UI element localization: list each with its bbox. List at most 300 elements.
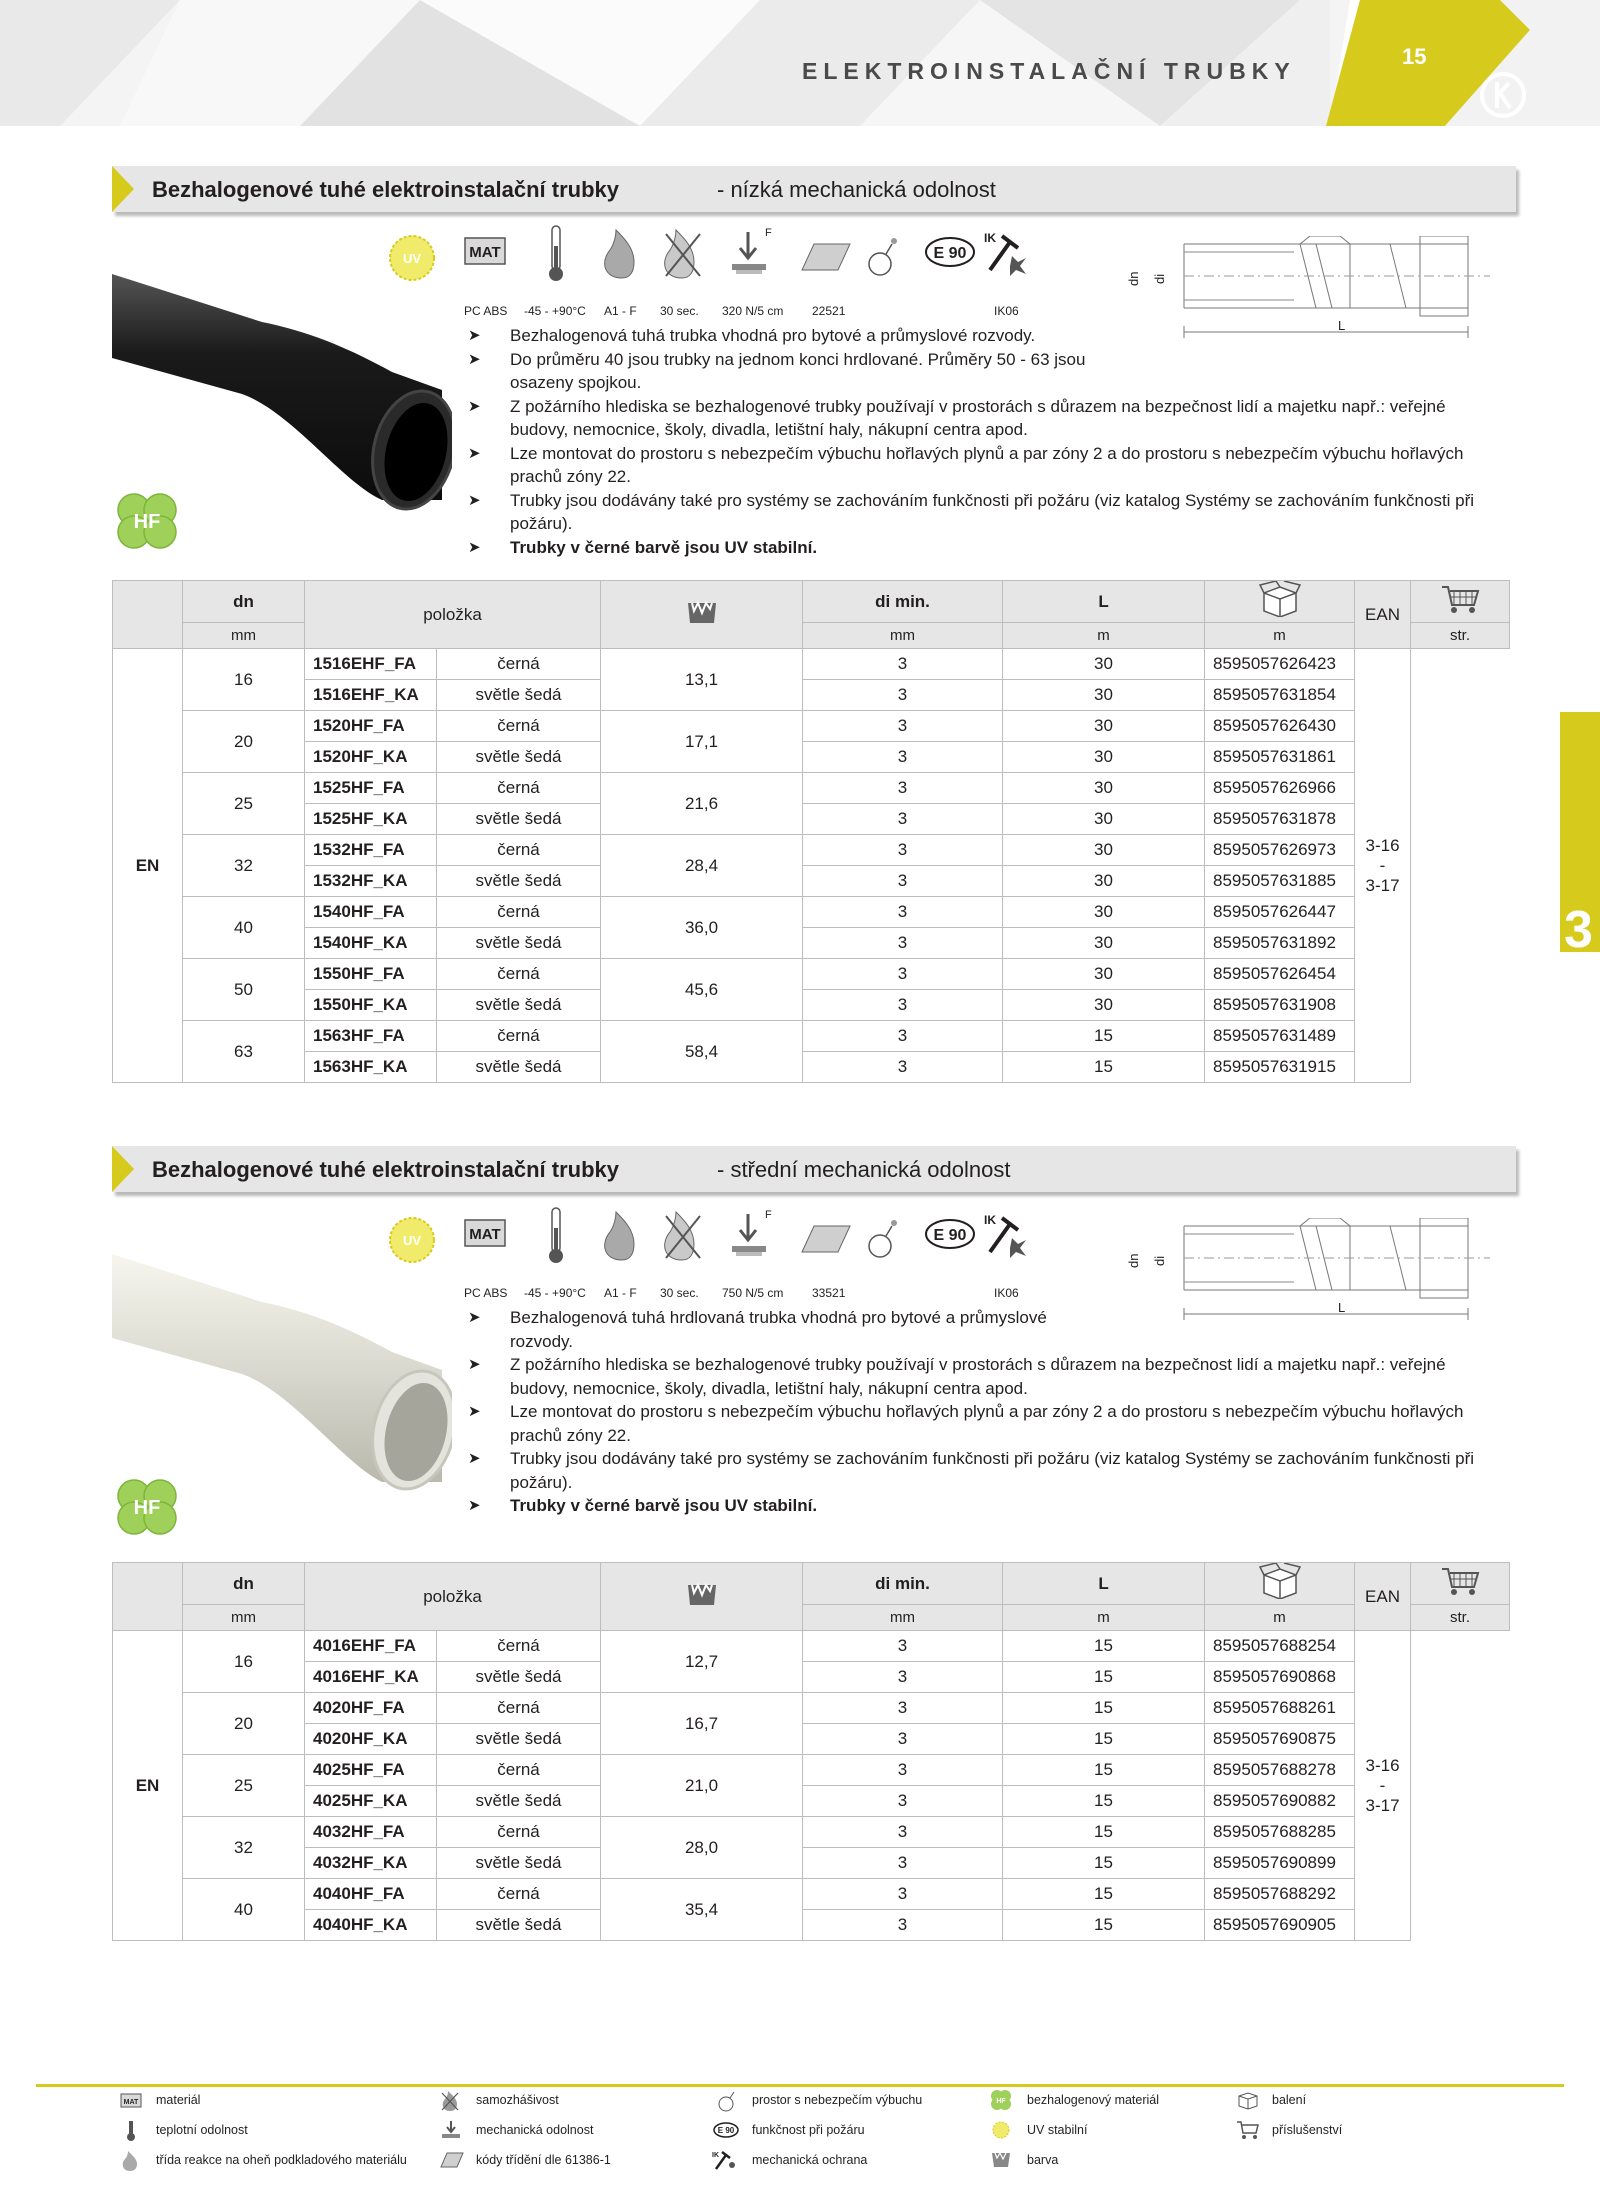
color-cell: světle šedá xyxy=(437,1662,601,1693)
color-cell: černá xyxy=(437,711,601,742)
property-icons-2 xyxy=(372,1204,1032,1314)
table-row xyxy=(113,1879,1510,1910)
cart-icon xyxy=(1440,583,1480,615)
product-code: 1550HF_KA xyxy=(305,990,437,1021)
table-row xyxy=(113,1021,1510,1052)
package-icon xyxy=(1258,581,1302,617)
hf-icon xyxy=(990,2089,1012,2111)
feature-item: ➤ Lze montovat do prostoru s nebezpečím výbuchu hořlavých plynů a par zóny 2 a do prostoru s nebezpečím výbuchu hořlavých prachů zóny 22. xyxy=(468,442,1488,489)
e90-icon xyxy=(926,238,974,266)
col-ean: EAN xyxy=(1355,581,1411,649)
svg-text:L: L xyxy=(1338,318,1346,333)
header-title: ELEKTROINSTALAČNÍ TRUBKY xyxy=(802,58,1296,84)
mechanical-icon xyxy=(732,1209,772,1256)
table-row xyxy=(113,649,1510,680)
explosion-icon xyxy=(869,1220,897,1257)
legend-item: UV stabilní xyxy=(1027,2123,1088,2137)
legend-item: bezhalogenový materiál xyxy=(1027,2093,1160,2107)
product-code: 1550HF_FA xyxy=(305,959,437,990)
svg-text:E 90: E 90 xyxy=(933,245,967,262)
table-body xyxy=(113,649,1510,1083)
color-cell: černá xyxy=(437,959,601,990)
ean-cell: 8595057631878 xyxy=(1205,804,1355,835)
package-cell: 15 xyxy=(1003,1879,1205,1910)
svg-text:L: L xyxy=(1338,1300,1346,1315)
color-cell: světle šedá xyxy=(437,928,601,959)
dn-cell: 63 xyxy=(183,1021,305,1083)
svg-text:IK: IK xyxy=(984,231,996,245)
ean-cell: 8595057631861 xyxy=(1205,742,1355,773)
col-ean: EAN xyxy=(1355,1563,1411,1631)
ean-cell: 8595057690868 xyxy=(1205,1662,1355,1693)
color-cell: černá xyxy=(437,1631,601,1662)
str-cell xyxy=(1355,649,1411,1083)
color-cell: světle šedá xyxy=(437,1786,601,1817)
table-row xyxy=(113,1693,1510,1724)
length-cell: 3 xyxy=(803,680,1003,711)
section-marker xyxy=(112,166,134,212)
ean-cell: 8595057631908 xyxy=(1205,990,1355,1021)
color-cell: černá xyxy=(437,1879,601,1910)
length-cell: 3 xyxy=(803,897,1003,928)
package-cell: 15 xyxy=(1003,1848,1205,1879)
table-row xyxy=(113,1631,1510,1662)
package-cell: 30 xyxy=(1003,866,1205,897)
str-line: 3-17 xyxy=(1365,1795,1400,1815)
color-icon xyxy=(684,1579,720,1609)
ean-cell: 8595057626447 xyxy=(1205,897,1355,928)
package-cell: 15 xyxy=(1003,1631,1205,1662)
hf-badge-icon xyxy=(112,1474,182,1540)
color-cell: světle šedá xyxy=(437,866,601,897)
ean-cell: 8595057631915 xyxy=(1205,1052,1355,1083)
product-code: 4020HF_FA xyxy=(305,1693,437,1724)
str-cell xyxy=(1355,1631,1411,1941)
region-cell: EN xyxy=(113,1631,183,1941)
col-dn: dn xyxy=(183,1563,305,1605)
di-cell: 35,4 xyxy=(601,1879,803,1941)
e90-icon xyxy=(926,1220,974,1248)
dn-cell: 20 xyxy=(183,711,305,773)
legend-item: teplotní odolnost xyxy=(156,2123,248,2137)
package-cell: 30 xyxy=(1003,680,1205,711)
classification-icon xyxy=(440,2152,464,2168)
col-L: L xyxy=(1003,1563,1205,1605)
legend-item: prostor s nebezpečím výbuchu xyxy=(752,2093,923,2107)
classification-label: 22521 xyxy=(812,304,846,318)
col-dn: dn xyxy=(183,581,305,623)
table-row xyxy=(113,866,1510,897)
length-cell: 3 xyxy=(803,773,1003,804)
ean-cell: 8595057626966 xyxy=(1205,773,1355,804)
color-cell: světle šedá xyxy=(437,990,601,1021)
color-icon xyxy=(684,597,720,627)
unit-pack: m xyxy=(1205,623,1355,649)
legend-item: funkčnost při požáru xyxy=(752,2123,865,2137)
temperature-label: -45 - +90°C xyxy=(524,304,586,318)
svg-text:HF: HF xyxy=(133,511,161,533)
table-row xyxy=(113,773,1510,804)
svg-text:HF: HF xyxy=(996,2098,1006,2105)
table-row xyxy=(113,959,1510,990)
fire-class-label: A1 - F xyxy=(604,1286,637,1300)
ean-cell: 8595057631892 xyxy=(1205,928,1355,959)
length-cell: 3 xyxy=(803,928,1003,959)
product-code: 1520HF_KA xyxy=(305,742,437,773)
hf-badge-icon xyxy=(112,488,182,554)
ean-cell: 8595057631489 xyxy=(1205,1021,1355,1052)
product-table-2 xyxy=(112,1562,1510,1941)
product-code: 1540HF_FA xyxy=(305,897,437,928)
flame-icon xyxy=(605,230,634,278)
di-cell: 45,6 xyxy=(601,959,803,1021)
feature-item: ➤ Trubky v černé barvě jsou UV stabilní. xyxy=(468,536,1488,560)
package-icon xyxy=(1236,2090,1260,2110)
product-code: 1525HF_KA xyxy=(305,804,437,835)
e90-icon xyxy=(712,2121,740,2139)
color-cell: světle šedá xyxy=(437,1910,601,1941)
color-cell: černá xyxy=(437,1021,601,1052)
dn-cell: 40 xyxy=(183,897,305,959)
ean-cell: 8595057688292 xyxy=(1205,1879,1355,1910)
length-cell: 3 xyxy=(803,1879,1003,1910)
icon-strip xyxy=(372,222,1032,302)
length-cell: 3 xyxy=(803,990,1003,1021)
k-logo-icon xyxy=(1478,70,1528,120)
package-cell: 30 xyxy=(1003,897,1205,928)
uv-icon xyxy=(990,2119,1012,2141)
package-cell: 15 xyxy=(1003,1786,1205,1817)
cart-icon xyxy=(1440,1565,1480,1597)
mechanical-icon xyxy=(440,2120,462,2140)
color-cell: světle šedá xyxy=(437,804,601,835)
col-cart xyxy=(1411,1563,1510,1605)
product-code: 4040HF_FA xyxy=(305,1879,437,1910)
product-code: 1520HF_FA xyxy=(305,711,437,742)
unit-dn: mm xyxy=(183,623,305,649)
mat-icon xyxy=(465,238,505,264)
ean-cell: 8595057690882 xyxy=(1205,1786,1355,1817)
flame-icon xyxy=(120,2150,140,2172)
feature-item: ➤ Bezhalogenová tuhá trubka vhodná pro bytové a průmyslové rozvody. xyxy=(468,324,1108,348)
material-label: PC ABS xyxy=(464,304,508,318)
table-row xyxy=(113,990,1510,1021)
ik-label: IK06 xyxy=(994,304,1019,318)
unit-L: m xyxy=(1003,1605,1205,1631)
col-package xyxy=(1205,1563,1355,1605)
color-icon xyxy=(990,2150,1012,2170)
svg-text:di: di xyxy=(1152,273,1167,284)
thermometer-icon xyxy=(549,1208,563,1263)
unit-str: str. xyxy=(1411,623,1510,649)
ean-cell: 8595057688254 xyxy=(1205,1631,1355,1662)
table-body xyxy=(113,1631,1510,1941)
table-row xyxy=(113,1662,1510,1693)
table-row xyxy=(113,1724,1510,1755)
length-cell: 3 xyxy=(803,804,1003,835)
package-cell: 15 xyxy=(1003,1662,1205,1693)
classification-icon xyxy=(802,1226,850,1252)
explosion-icon xyxy=(716,2090,738,2112)
product-code: 4016EHF_FA xyxy=(305,1631,437,1662)
color-cell: světle šedá xyxy=(437,1052,601,1083)
col-polozka: položka xyxy=(305,581,601,649)
di-cell: 12,7 xyxy=(601,1631,803,1693)
ean-cell: 8595057690899 xyxy=(1205,1848,1355,1879)
footer-divider xyxy=(36,2084,1564,2087)
feature-item: ➤ Z požárního hlediska se bezhalogenové trubky používají v prostorách s důrazem na bezpečnost lidí a majetku např.: veřejné budovy, nemocnice, školy, divadla, letištní haly, nákupní centra apod. xyxy=(468,395,1488,442)
legend-item: kódy třídění dle 61386-1 xyxy=(476,2153,611,2167)
color-cell: černá xyxy=(437,1817,601,1848)
package-cell: 30 xyxy=(1003,773,1205,804)
di-cell: 17,1 xyxy=(601,711,803,773)
svg-text:HF: HF xyxy=(133,1497,161,1519)
svg-text:MAT: MAT xyxy=(123,2099,139,2106)
package-cell: 30 xyxy=(1003,742,1205,773)
str-line: 3-16 xyxy=(1365,835,1400,855)
legend-item: samozhášivost xyxy=(476,2093,559,2107)
ean-cell: 8595057626423 xyxy=(1205,649,1355,680)
package-cell: 15 xyxy=(1003,1052,1205,1083)
length-cell: 3 xyxy=(803,1817,1003,1848)
product-code: 1525HF_FA xyxy=(305,773,437,804)
str-line: - xyxy=(1379,855,1386,875)
property-icons-1 xyxy=(372,222,1032,332)
feature-item: ➤ Trubky v černé barvě jsou UV stabilní. xyxy=(468,1494,1488,1518)
svg-text:MAT: MAT xyxy=(469,1226,501,1243)
header-background xyxy=(0,0,1600,126)
flame-icon xyxy=(605,1212,634,1260)
self-extinguish-icon xyxy=(665,230,700,278)
color-cell: světle šedá xyxy=(437,680,601,711)
length-cell: 3 xyxy=(803,835,1003,866)
legend-item: třída reakce na oheň podkladového materiálu xyxy=(156,2153,407,2167)
table-row xyxy=(113,680,1510,711)
product-code: 1563HF_FA xyxy=(305,1021,437,1052)
length-cell: 3 xyxy=(803,959,1003,990)
section-subtitle: - nízká mechanická odolnost xyxy=(717,177,996,202)
package-cell: 30 xyxy=(1003,804,1205,835)
color-cell: světle šedá xyxy=(437,1724,601,1755)
di-cell: 58,4 xyxy=(601,1021,803,1083)
feature-list-2 xyxy=(468,1306,1488,1518)
legend-item: mechanická ochrana xyxy=(752,2153,868,2167)
col-cart xyxy=(1411,581,1510,623)
thermometer-icon xyxy=(549,226,563,281)
package-cell: 30 xyxy=(1003,959,1205,990)
section-subtitle: - střední mechanická odolnost xyxy=(717,1157,1011,1182)
length-cell: 3 xyxy=(803,1724,1003,1755)
length-cell: 3 xyxy=(803,1848,1003,1879)
product-code: 4040HF_KA xyxy=(305,1910,437,1941)
chapter-tab xyxy=(1560,712,1600,959)
feature-item: ➤ Trubky jsou dodávány také pro systémy se zachováním funkčnosti při požáru (viz katalog Systémy se zachováním funkčnosti při požáru). xyxy=(468,489,1488,536)
color-cell: černá xyxy=(437,649,601,680)
legend-item: balení xyxy=(1272,2093,1307,2107)
dn-cell: 25 xyxy=(183,773,305,835)
chapter-number: 3 xyxy=(1564,901,1593,959)
material-label: PC ABS xyxy=(464,1286,508,1300)
ean-cell: 8595057626973 xyxy=(1205,835,1355,866)
di-cell: 28,0 xyxy=(601,1817,803,1879)
dn-cell: 25 xyxy=(183,1755,305,1817)
mat-icon xyxy=(465,1220,505,1246)
table-row xyxy=(113,1786,1510,1817)
product-code: 4020HF_KA xyxy=(305,1724,437,1755)
feature-item: ➤ Trubky jsou dodávány také pro systémy se zachováním funkčnosti při požáru (viz katalog Systémy se zachováním funkčnosti při požáru). xyxy=(468,1447,1488,1494)
package-cell: 15 xyxy=(1003,1755,1205,1786)
unit-pack: m xyxy=(1205,1605,1355,1631)
svg-text:UV: UV xyxy=(402,1233,422,1248)
product-code: 4025HF_FA xyxy=(305,1755,437,1786)
page-header xyxy=(0,0,1600,126)
classification-icon xyxy=(802,244,850,270)
package-cell: 30 xyxy=(1003,990,1205,1021)
col-package xyxy=(1205,581,1355,623)
product-code: 1540HF_KA xyxy=(305,928,437,959)
icon-strip xyxy=(372,1204,1032,1284)
dn-cell: 40 xyxy=(183,1879,305,1941)
di-cell: 36,0 xyxy=(601,897,803,959)
color-cell: světle šedá xyxy=(437,742,601,773)
section-header-2 xyxy=(112,1146,1516,1192)
package-cell: 15 xyxy=(1003,1021,1205,1052)
legend-item: barva xyxy=(1027,2153,1059,2167)
color-cell: světle šedá xyxy=(437,1848,601,1879)
length-cell: 3 xyxy=(803,711,1003,742)
svg-text:dn: dn xyxy=(1126,271,1141,286)
table-row xyxy=(113,1052,1510,1083)
unit-dn: mm xyxy=(183,1605,305,1631)
package-cell: 15 xyxy=(1003,1693,1205,1724)
package-cell: 30 xyxy=(1003,649,1205,680)
mechanical-icon xyxy=(732,227,772,274)
package-cell: 30 xyxy=(1003,928,1205,959)
ean-cell: 8595057631885 xyxy=(1205,866,1355,897)
length-cell: 3 xyxy=(803,1755,1003,1786)
temperature-label: -45 - +90°C xyxy=(524,1286,586,1300)
unit-str: str. xyxy=(1411,1605,1510,1631)
str-line: 3-17 xyxy=(1365,875,1400,895)
svg-text:E 90: E 90 xyxy=(717,2126,735,2135)
length-cell: 3 xyxy=(803,1693,1003,1724)
region-cell: EN xyxy=(113,649,183,1083)
dn-cell: 50 xyxy=(183,959,305,1021)
col-polozka: položka xyxy=(305,1563,601,1631)
product-code: 1516EHF_FA xyxy=(305,649,437,680)
feature-item: ➤ Lze montovat do prostoru s nebezpečím výbuchu hořlavých plynů a par zóny 2 a do prostoru s nebezpečím výbuchu hořlavých prachů zóny 22. xyxy=(468,1400,1488,1447)
svg-text:F: F xyxy=(765,227,772,239)
package-cell: 30 xyxy=(1003,711,1205,742)
col-color-icon xyxy=(601,581,803,649)
mechanical-label: 750 N/5 cm xyxy=(722,1286,784,1300)
dn-cell: 20 xyxy=(183,1693,305,1755)
ean-cell: 8595057690875 xyxy=(1205,1724,1355,1755)
feature-item: ➤ Z požárního hlediska se bezhalogenové trubky používají v prostorách s důrazem na bezpečnost lidí a majetku např.: veřejné budovy, nemocnice, školy, divadla, letištní haly, nákupní centra apod. xyxy=(468,1353,1488,1400)
color-cell: černá xyxy=(437,835,601,866)
product-code: 4025HF_KA xyxy=(305,1786,437,1817)
svg-text:UV: UV xyxy=(402,251,422,266)
di-cell: 21,0 xyxy=(601,1755,803,1817)
di-cell: 16,7 xyxy=(601,1693,803,1755)
package-cell: 30 xyxy=(1003,835,1205,866)
dn-cell: 32 xyxy=(183,835,305,897)
feature-item: ➤ Bezhalogenová tuhá hrdlovaná trubka vhodná pro bytové a průmyslové rozvody. xyxy=(468,1306,1108,1353)
ean-cell: 8595057626454 xyxy=(1205,959,1355,990)
product-code: 4032HF_KA xyxy=(305,1848,437,1879)
str-line: - xyxy=(1379,1775,1386,1795)
product-code: 1532HF_KA xyxy=(305,866,437,897)
length-cell: 3 xyxy=(803,1910,1003,1941)
table-row xyxy=(113,1817,1510,1848)
table-row xyxy=(113,928,1510,959)
length-cell: 3 xyxy=(803,649,1003,680)
ik-icon xyxy=(984,231,1026,276)
legend-item: mechanická odolnost xyxy=(476,2123,594,2137)
unit-di: mm xyxy=(803,1605,1003,1631)
table-row xyxy=(113,897,1510,928)
ik-label: IK06 xyxy=(994,1286,1019,1300)
product-table-1 xyxy=(112,580,1510,1083)
length-cell: 3 xyxy=(803,1786,1003,1817)
product-code: 1516EHF_KA xyxy=(305,680,437,711)
package-icon xyxy=(1258,1563,1302,1599)
table-row xyxy=(113,742,1510,773)
self-extinguish-icon xyxy=(665,1212,700,1260)
self-extinguish-label: 30 sec. xyxy=(660,1286,699,1300)
table-row xyxy=(113,835,1510,866)
svg-text:IK: IK xyxy=(984,1213,996,1227)
di-cell: 21,6 xyxy=(601,773,803,835)
ean-cell: 8595057688285 xyxy=(1205,1817,1355,1848)
ean-cell: 8595057690905 xyxy=(1205,1910,1355,1941)
col-color-icon xyxy=(601,1563,803,1631)
col-di-min: di min. xyxy=(803,1563,1003,1605)
di-cell: 28,4 xyxy=(601,835,803,897)
color-cell: černá xyxy=(437,897,601,928)
ik-icon xyxy=(984,1213,1026,1258)
fire-class-label: A1 - F xyxy=(604,304,637,318)
product-code: 1532HF_FA xyxy=(305,835,437,866)
table-row xyxy=(113,1910,1510,1941)
col-L: L xyxy=(1003,581,1205,623)
length-cell: 3 xyxy=(803,866,1003,897)
di-cell: 13,1 xyxy=(601,649,803,711)
feature-item: ➤ Do průměru 40 jsou trubky na jednom konci hrdlované. Průměry 50 - 63 jsou osazeny spojkou. xyxy=(468,348,1108,395)
color-cell: černá xyxy=(437,1755,601,1786)
svg-text:IK: IK xyxy=(712,2152,719,2159)
table-row xyxy=(113,1755,1510,1786)
table-row xyxy=(113,1848,1510,1879)
section-title: Bezhalogenové tuhé elektroinstalační trubky xyxy=(152,177,620,202)
section-header-1 xyxy=(112,166,1516,212)
mechanical-label: 320 N/5 cm xyxy=(722,304,784,318)
self-extinguish-icon xyxy=(440,2090,460,2112)
ean-cell: 8595057631854 xyxy=(1205,680,1355,711)
section-title: Bezhalogenové tuhé elektroinstalační trubky xyxy=(152,1157,620,1182)
section-marker xyxy=(112,1146,134,1192)
legend-item: příslušenství xyxy=(1272,2123,1343,2137)
length-cell: 3 xyxy=(803,1662,1003,1693)
package-cell: 15 xyxy=(1003,1817,1205,1848)
product-code: 4032HF_FA xyxy=(305,1817,437,1848)
svg-text:dn: dn xyxy=(1126,1253,1141,1268)
unit-di: mm xyxy=(803,623,1003,649)
svg-text:MAT: MAT xyxy=(469,244,501,261)
feature-list-1 xyxy=(468,324,1488,559)
package-cell: 15 xyxy=(1003,1910,1205,1941)
page-number: 15 xyxy=(1402,44,1427,69)
